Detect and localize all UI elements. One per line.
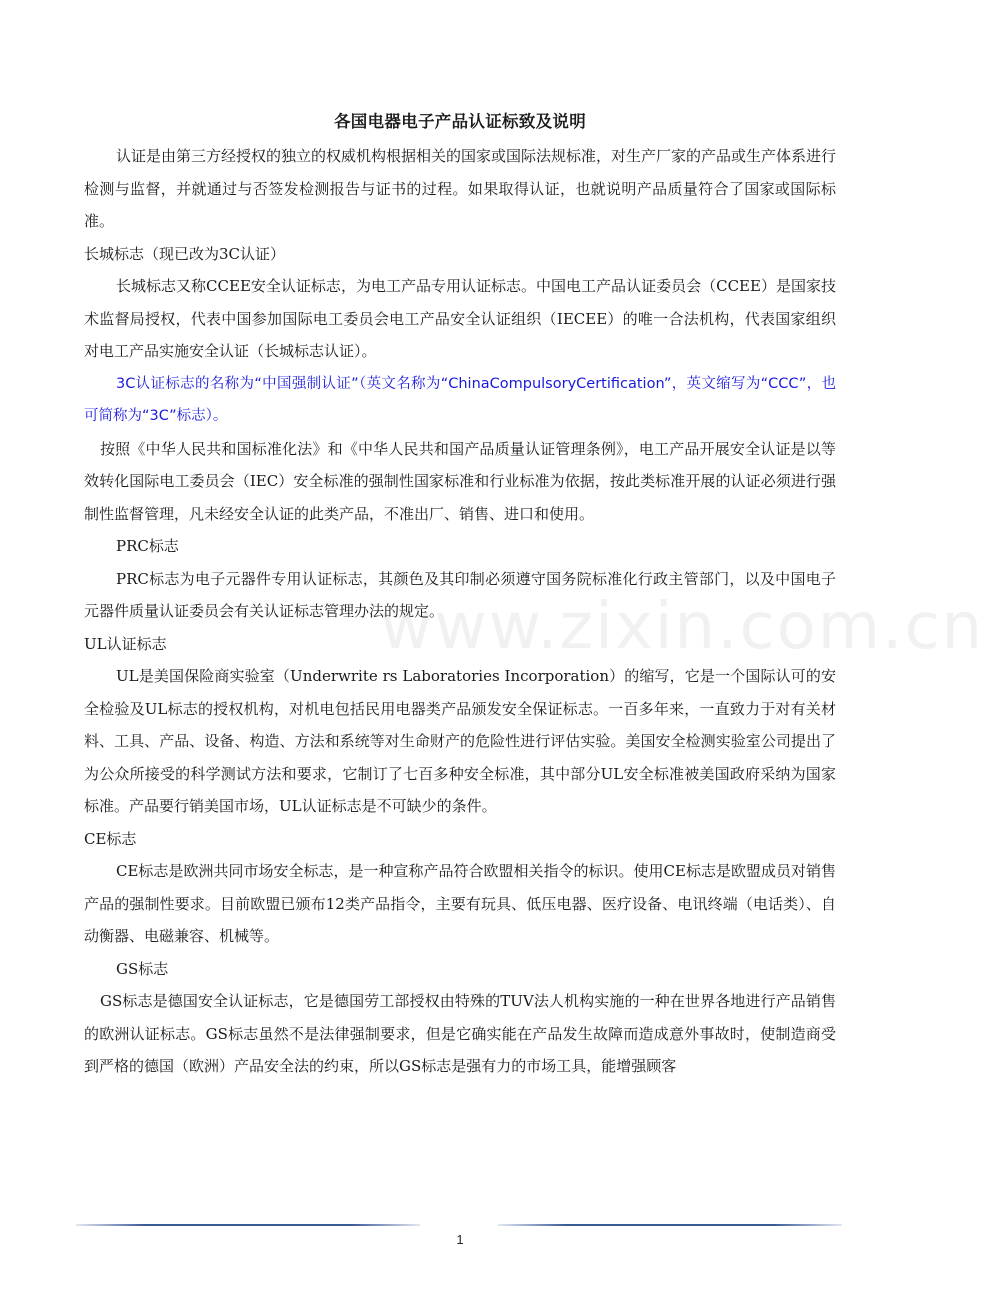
gs-heading: GS标志 [116,959,169,978]
footer-divider-right [498,1224,842,1226]
watermark-text: www.zixin.com.cn [380,590,984,664]
great-wall-paragraph: 长城标志又称CCEE安全认证标志，为电工产品专用认证标志。中国电工产品认证委员会（CCEE）是国家技术监督局授权，代表中国参加国际电工委员会电工产品安全认证组织（IECEE）的唯一合法机构，代表国家组织对电工产品实施安全认证（长城标志认证）。 [84,277,836,360]
footer-divider-left [76,1224,420,1226]
document-title: 各国电器电子产品认证标致及说明 [334,112,586,131]
prc-heading: PRC标志 [116,537,179,555]
page-number: 1 [456,1232,464,1247]
ce-paragraph: CE标志是欧洲共同市场安全标志，是一种宣称产品符合欧盟相关指令的标识。使用CE标志是欧盟成员对销售产品的强制性要求。目前欧盟已颁布12类产品指令，主要有玩具、低压电器、医疗设备、电讯终端（电话类）、自动衡器、电磁兼容、机械等。 [84,862,836,945]
ul-heading: UL认证标志 [84,634,167,653]
ccc-body-paragraph: 按照《中华人民共和国标准化法》和《中华人民共和国产品质量认证管理条例》，电工产品开展安全认证是以等效转化国际电工委员会（IEC）安全标准的强制性国家标准和行业标准为依据，按此类标准开展的认证必须进行强制性监督管理，凡未经安全认证的此类产品，不准出厂、销售、进口和使用。 [84,439,836,523]
intro-paragraph: 认证是由第三方经授权的独立的权威机构根据相关的国家或国际法规标准，对生产厂家的产品或生产体系进行检测与监督，并就通过与否签发检测报告与证书的过程。如果取得认证，也就说明产品质量符合了国家或国际标准。 [84,147,837,230]
document-page [84,108,836,1083]
great-wall-heading: 长城标志（现已改为3C认证） [84,244,286,263]
gs-paragraph: GS标志是德国安全认证标志，它是德国劳工部授权由特殊的TUV法人机构实施的一种在世界各地进行产品销售的欧洲认证标志。GS标志虽然不是法律强制要求，但是它确实能在产品发生故障而造成意外事故时，使制造商受到严格的德国（欧洲）产品安全法的约束，所以GS标志是强有力的市场工具，能增强顾客 [84,992,836,1075]
ccc-name-paragraph: 3C认证标志的名称为“中国强制认证”（英文名称为“ChinaCompulsoryCertification”，英文缩写为“CCC”，也可简称为“3C”标志）。 [84,375,836,424]
ul-paragraph: UL是美国保险商实验室（Underwrite rs Laboratories Incorporation）的缩写，它是一个国际认可的安全检验及UL标志的授权机构，对机电包括民用电器类产品颁发安全保证标志。一百多年来，一直致力于对有关材料、工具、产品、设备、构造、方法和系统等对生命财产的危险性进行评估实验。美国安全检测实验室公司提出了为公众所接受的科学测试方法和要求，它制订了七百多种安全标准，其中部分UL安全标准被美国政府采纳为国家标准。产品要行销美国市场，UL认证标志是不可缺少的条件。 [84,667,836,815]
ce-heading: CE标志 [84,829,137,848]
prc-paragraph: PRC标志为电子元器件专用认证标志，其颜色及其印制必须遵守国务院标准化行政主管部门，以及中国电子元器件质量认证委员会有关认证标志管理办法的规定。 [84,569,836,620]
